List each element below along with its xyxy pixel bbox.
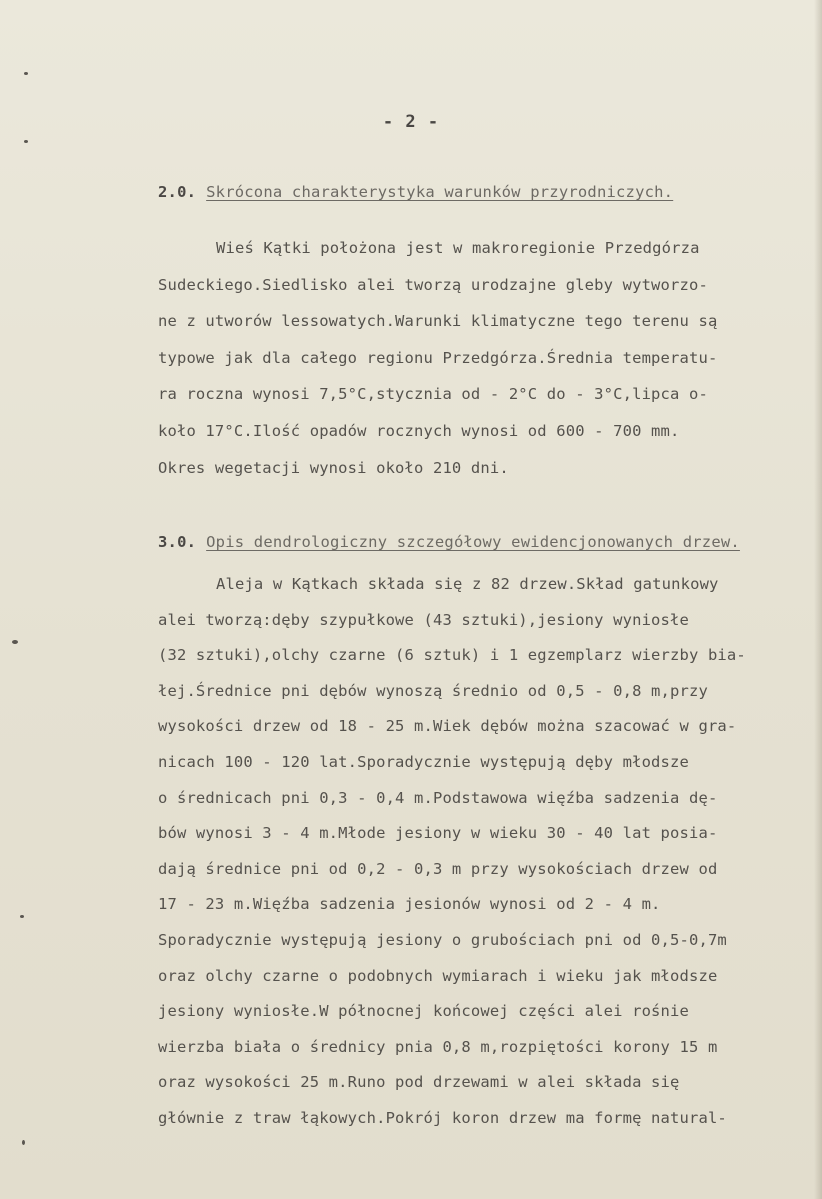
text-line: Sporadycznie występują jesiony o grubościach pni od 0,5-0,7m: [158, 930, 727, 949]
text-line: ra roczna wynosi 7,5°C,stycznia od - 2°C do - 3°C,lipca o-: [158, 385, 708, 404]
text-line: typowe jak dla całego regionu Przedgórza.Średnia temperatu-: [158, 348, 718, 367]
section-heading: [158, 183, 673, 201]
text-line: nicach 100 - 120 lat.Sporadycznie występują dęby młodsze: [158, 752, 689, 771]
text-line: Okres wegetacji wynosi około 210 dni.: [158, 458, 509, 477]
binding-hole-mark: [20, 915, 24, 918]
text-line: jesiony wyniosłe.W północnej końcowej części alei rośnie: [158, 1002, 689, 1021]
section-number: 2.0.: [158, 183, 197, 201]
section-title: Opis dendrologiczny szczegółowy ewidencjonowanych drzew.: [206, 533, 740, 551]
section-paragraph: [158, 230, 798, 486]
section-paragraph: [158, 567, 798, 1137]
text-line: koło 17°C.Ilość opadów rocznych wynosi od 600 - 700 mm.: [158, 421, 680, 440]
text-line: łej.Średnice pni dębów wynoszą średnio od 0,5 - 0,8 m,przy: [158, 681, 708, 700]
text-line: bów wynosi 3 - 4 m.Młode jesiony w wieku 30 - 40 lat posia-: [158, 824, 718, 843]
text-line: wierzba biała o średnicy pnia 0,8 m,rozpiętości korony 15 m: [158, 1037, 718, 1056]
binding-hole-mark: [24, 72, 28, 75]
text-line: dają średnice pni od 0,2 - 0,3 m przy wysokościach drzew od: [158, 859, 718, 878]
text-line: o średnicach pni 0,3 - 0,4 m.Podstawowa więźba sadzenia dę-: [158, 788, 718, 807]
binding-hole-mark: [24, 140, 28, 143]
binding-hole-mark: [22, 1140, 25, 1145]
text-line: alei tworzą:dęby szypułkowe (43 sztuki),jesiony wyniosłe: [158, 610, 689, 629]
text-line: (32 sztuki),olchy czarne (6 sztuk) i 1 egzemplarz wierzby bia-: [158, 646, 746, 665]
binding-hole-mark: [12, 640, 18, 644]
text-line: wysokości drzew od 18 - 25 m.Wiek dębów można szacować w gra-: [158, 717, 737, 736]
page-number: - 2 -: [382, 112, 440, 132]
text-line: głównie z traw łąkowych.Pokrój koron drzew ma formę natural-: [158, 1108, 727, 1127]
section-heading: [158, 533, 740, 551]
text-line: oraz wysokości 25 m.Runo pod drzewami w alei składa się: [158, 1073, 680, 1092]
text-line: Wieś Kątki położona jest w makroregionie Przedgórza: [216, 239, 700, 257]
section-number: 3.0.: [158, 533, 197, 551]
text-line: 17 - 23 m.Więźba sadzenia jesionów wynosi od 2 - 4 m.: [158, 895, 661, 914]
text-line: oraz olchy czarne o podobnych wymiarach i wieku jak młodsze: [158, 966, 718, 985]
text-line: ne z utworów lessowatych.Warunki klimatyczne tego terenu są: [158, 312, 718, 331]
text-line: Aleja w Kątkach składa się z 82 drzew.Skład gatunkowy: [216, 575, 719, 593]
section-title: Skrócona charakterystyka warunków przyrodniczych.: [206, 183, 674, 201]
text-line: Sudeckiego.Siedlisko alei tworzą urodzajne gleby wytworzo-: [158, 275, 708, 294]
page-edge-shadow: [814, 0, 822, 1199]
